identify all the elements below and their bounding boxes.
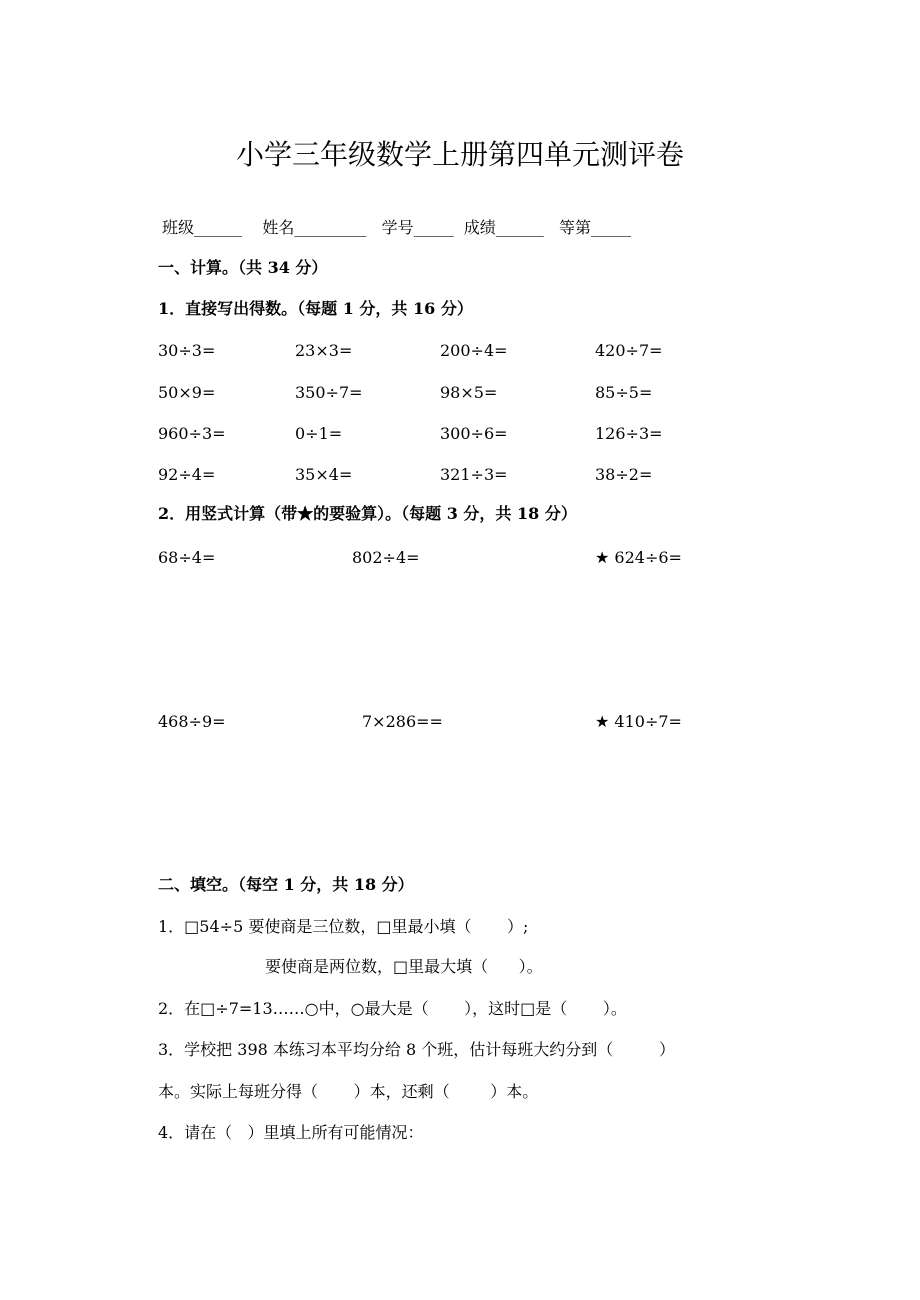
fill-line-2: 要使商是两位数，□里最大填（ ）。	[265, 957, 543, 976]
section1-heading: 一、计算。（共 34 分）	[158, 258, 328, 277]
oral-problem: 98×5=	[440, 383, 498, 402]
vertical-calc-problem: 802÷4=	[352, 548, 420, 567]
vertical-calc-problem: 68÷4=	[158, 548, 216, 567]
oral-problem: 300÷6=	[440, 424, 508, 443]
oral-problem: 38÷2=	[595, 465, 653, 484]
oral-problem: 50×9=	[158, 383, 216, 402]
oral-problem: 350÷7=	[295, 383, 363, 402]
oral-problem: 321÷3=	[440, 465, 508, 484]
oral-problem: 92÷4=	[158, 465, 216, 484]
oral-problem: 126÷3=	[595, 424, 663, 443]
oral-problem: 0÷1=	[295, 424, 343, 443]
page-title: 小学三年级数学上册第四单元测评卷	[235, 138, 684, 171]
vertical-calc-problem: 468÷9=	[158, 712, 226, 731]
fill-line-3: 2．在□÷7=13……○中，○最大是（ ），这时□是（ ）。	[158, 999, 627, 1018]
fill-line-5: 本。实际上每班分得（ ）本，还剩（ ）本。	[158, 1082, 539, 1101]
oral-problem: 85÷5=	[595, 383, 653, 402]
vertical-calc-problem: 7×286==	[362, 712, 443, 731]
fill-line-1: 1．□54÷5 要使商是三位数，□里最小填（ ）;	[158, 917, 529, 936]
fill-line-6: 4．请在（ ）里填上所有可能情况：	[158, 1123, 424, 1142]
oral-problem: 200÷4=	[440, 341, 508, 360]
q2-heading: 2．用竖式计算（带★的要验算）。（每题 3 分，共 18 分）	[158, 504, 577, 523]
student-info-line: 班级______ 姓名_________ 学号_____ 成绩______ 等第_____	[162, 218, 632, 237]
oral-problem: 960÷3=	[158, 424, 226, 443]
oral-problem: 30÷3=	[158, 341, 216, 360]
oral-problem: 23×3=	[295, 341, 353, 360]
q1-heading: 1．直接写出得数。（每题 1 分，共 16 分）	[158, 299, 473, 318]
oral-problem: 35×4=	[295, 465, 353, 484]
oral-problem: 420÷7=	[595, 341, 663, 360]
section2-heading: 二、填空。（每空 1 分，共 18 分）	[158, 875, 414, 894]
vertical-calc-problem: ★ 410÷7=	[595, 712, 682, 731]
vertical-calc-problem: ★ 624÷6=	[595, 548, 682, 567]
fill-line-4: 3．学校把 398 本练习本平均分给 8 个班，估计每班大约分到（ ）	[158, 1040, 676, 1059]
